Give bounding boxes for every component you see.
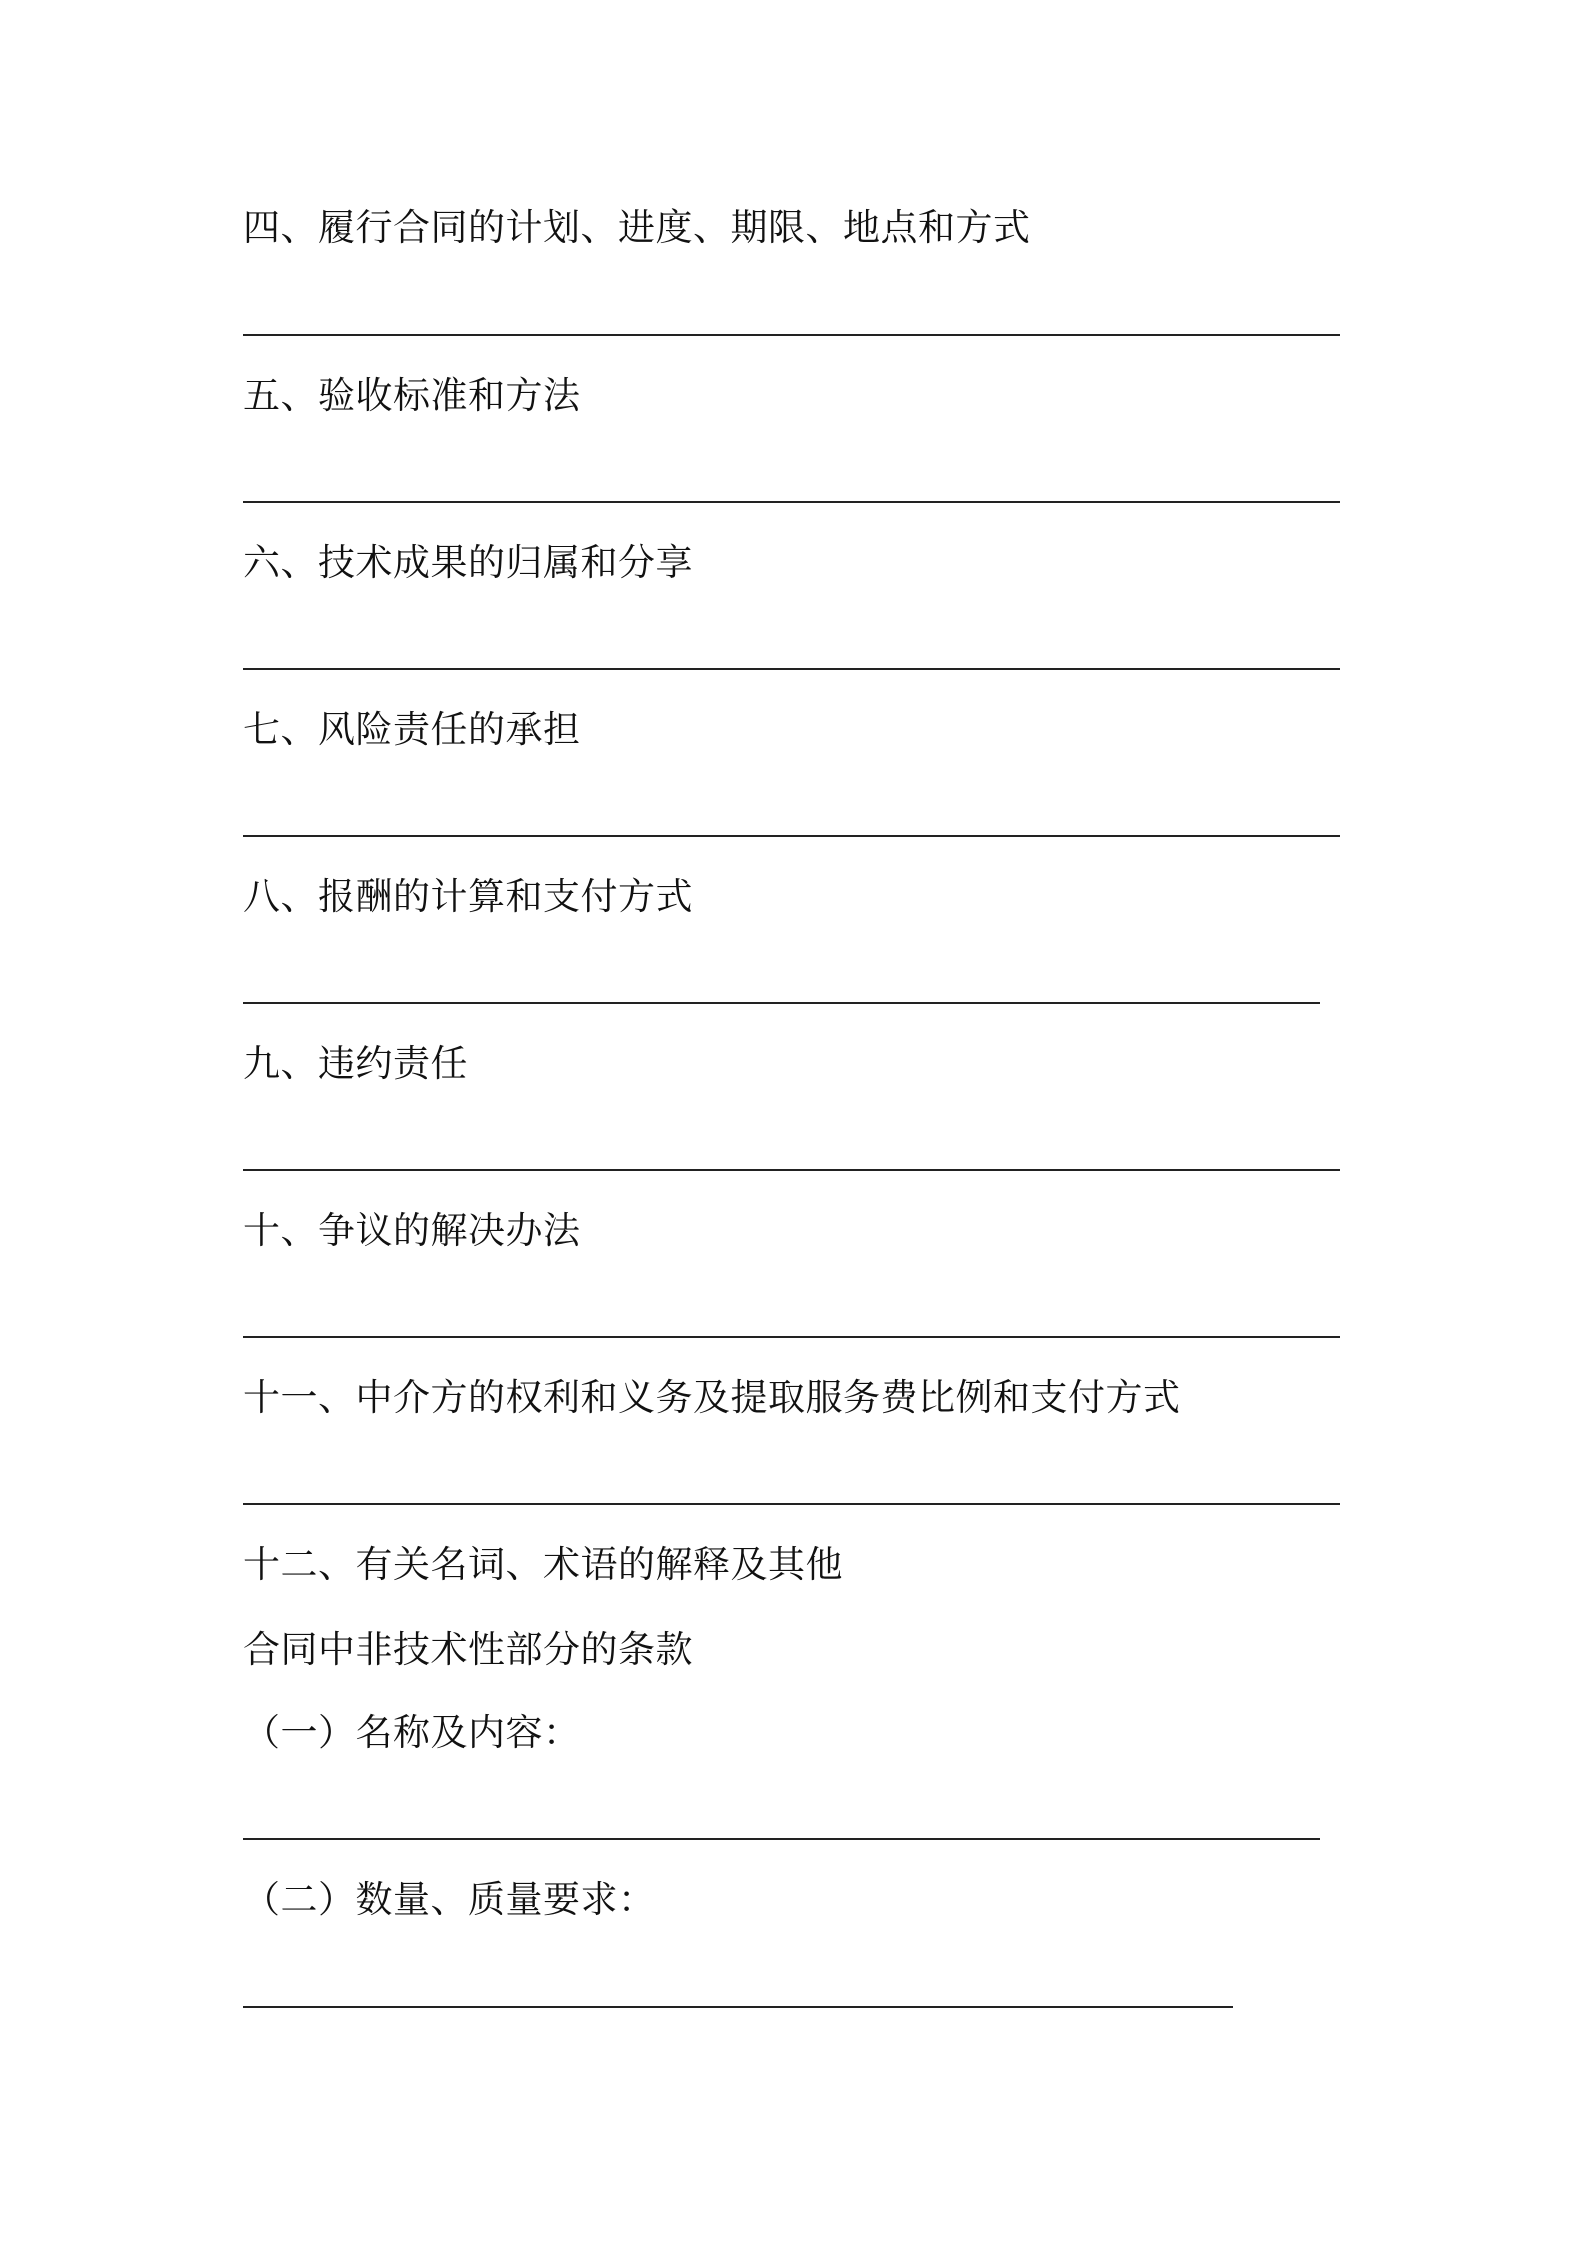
section-heading-7: 七、风险责任的承担: [243, 708, 581, 751]
non-technical-terms-title: 合同中非技术性部分的条款: [243, 1628, 693, 1671]
fill-in-line-7[interactable]: [243, 835, 1340, 837]
fill-in-line-6[interactable]: [243, 668, 1340, 670]
fill-in-line-10[interactable]: [243, 1336, 1340, 1338]
section-heading-4: 四、履行合同的计划、进度、期限、地点和方式: [243, 206, 1031, 249]
fill-in-line-4[interactable]: [243, 334, 1340, 336]
item-label-quantity-quality: （二）数量、质量要求：: [243, 1878, 656, 1921]
section-heading-9: 九、违约责任: [243, 1042, 468, 1085]
section-heading-8: 八、报酬的计算和支付方式: [243, 875, 693, 918]
section-heading-10: 十、争议的解决办法: [243, 1209, 581, 1252]
fill-in-line-5[interactable]: [243, 501, 1340, 503]
section-heading-12: 十二、有关名词、术语的解释及其他: [243, 1543, 843, 1586]
item-label-name-content: （一）名称及内容：: [243, 1711, 581, 1754]
fill-in-line-8[interactable]: [243, 1002, 1320, 1004]
section-heading-11: 十一、中介方的权利和义务及提取服务费比例和支付方式: [243, 1376, 1181, 1419]
fill-in-line-11[interactable]: [243, 1503, 1340, 1505]
fill-in-line-quantity-quality[interactable]: [243, 2006, 1233, 2008]
fill-in-line-name-content[interactable]: [243, 1838, 1320, 1840]
section-heading-6: 六、技术成果的归属和分享: [243, 541, 693, 584]
section-heading-5: 五、验收标准和方法: [243, 374, 581, 417]
fill-in-line-9[interactable]: [243, 1169, 1340, 1171]
